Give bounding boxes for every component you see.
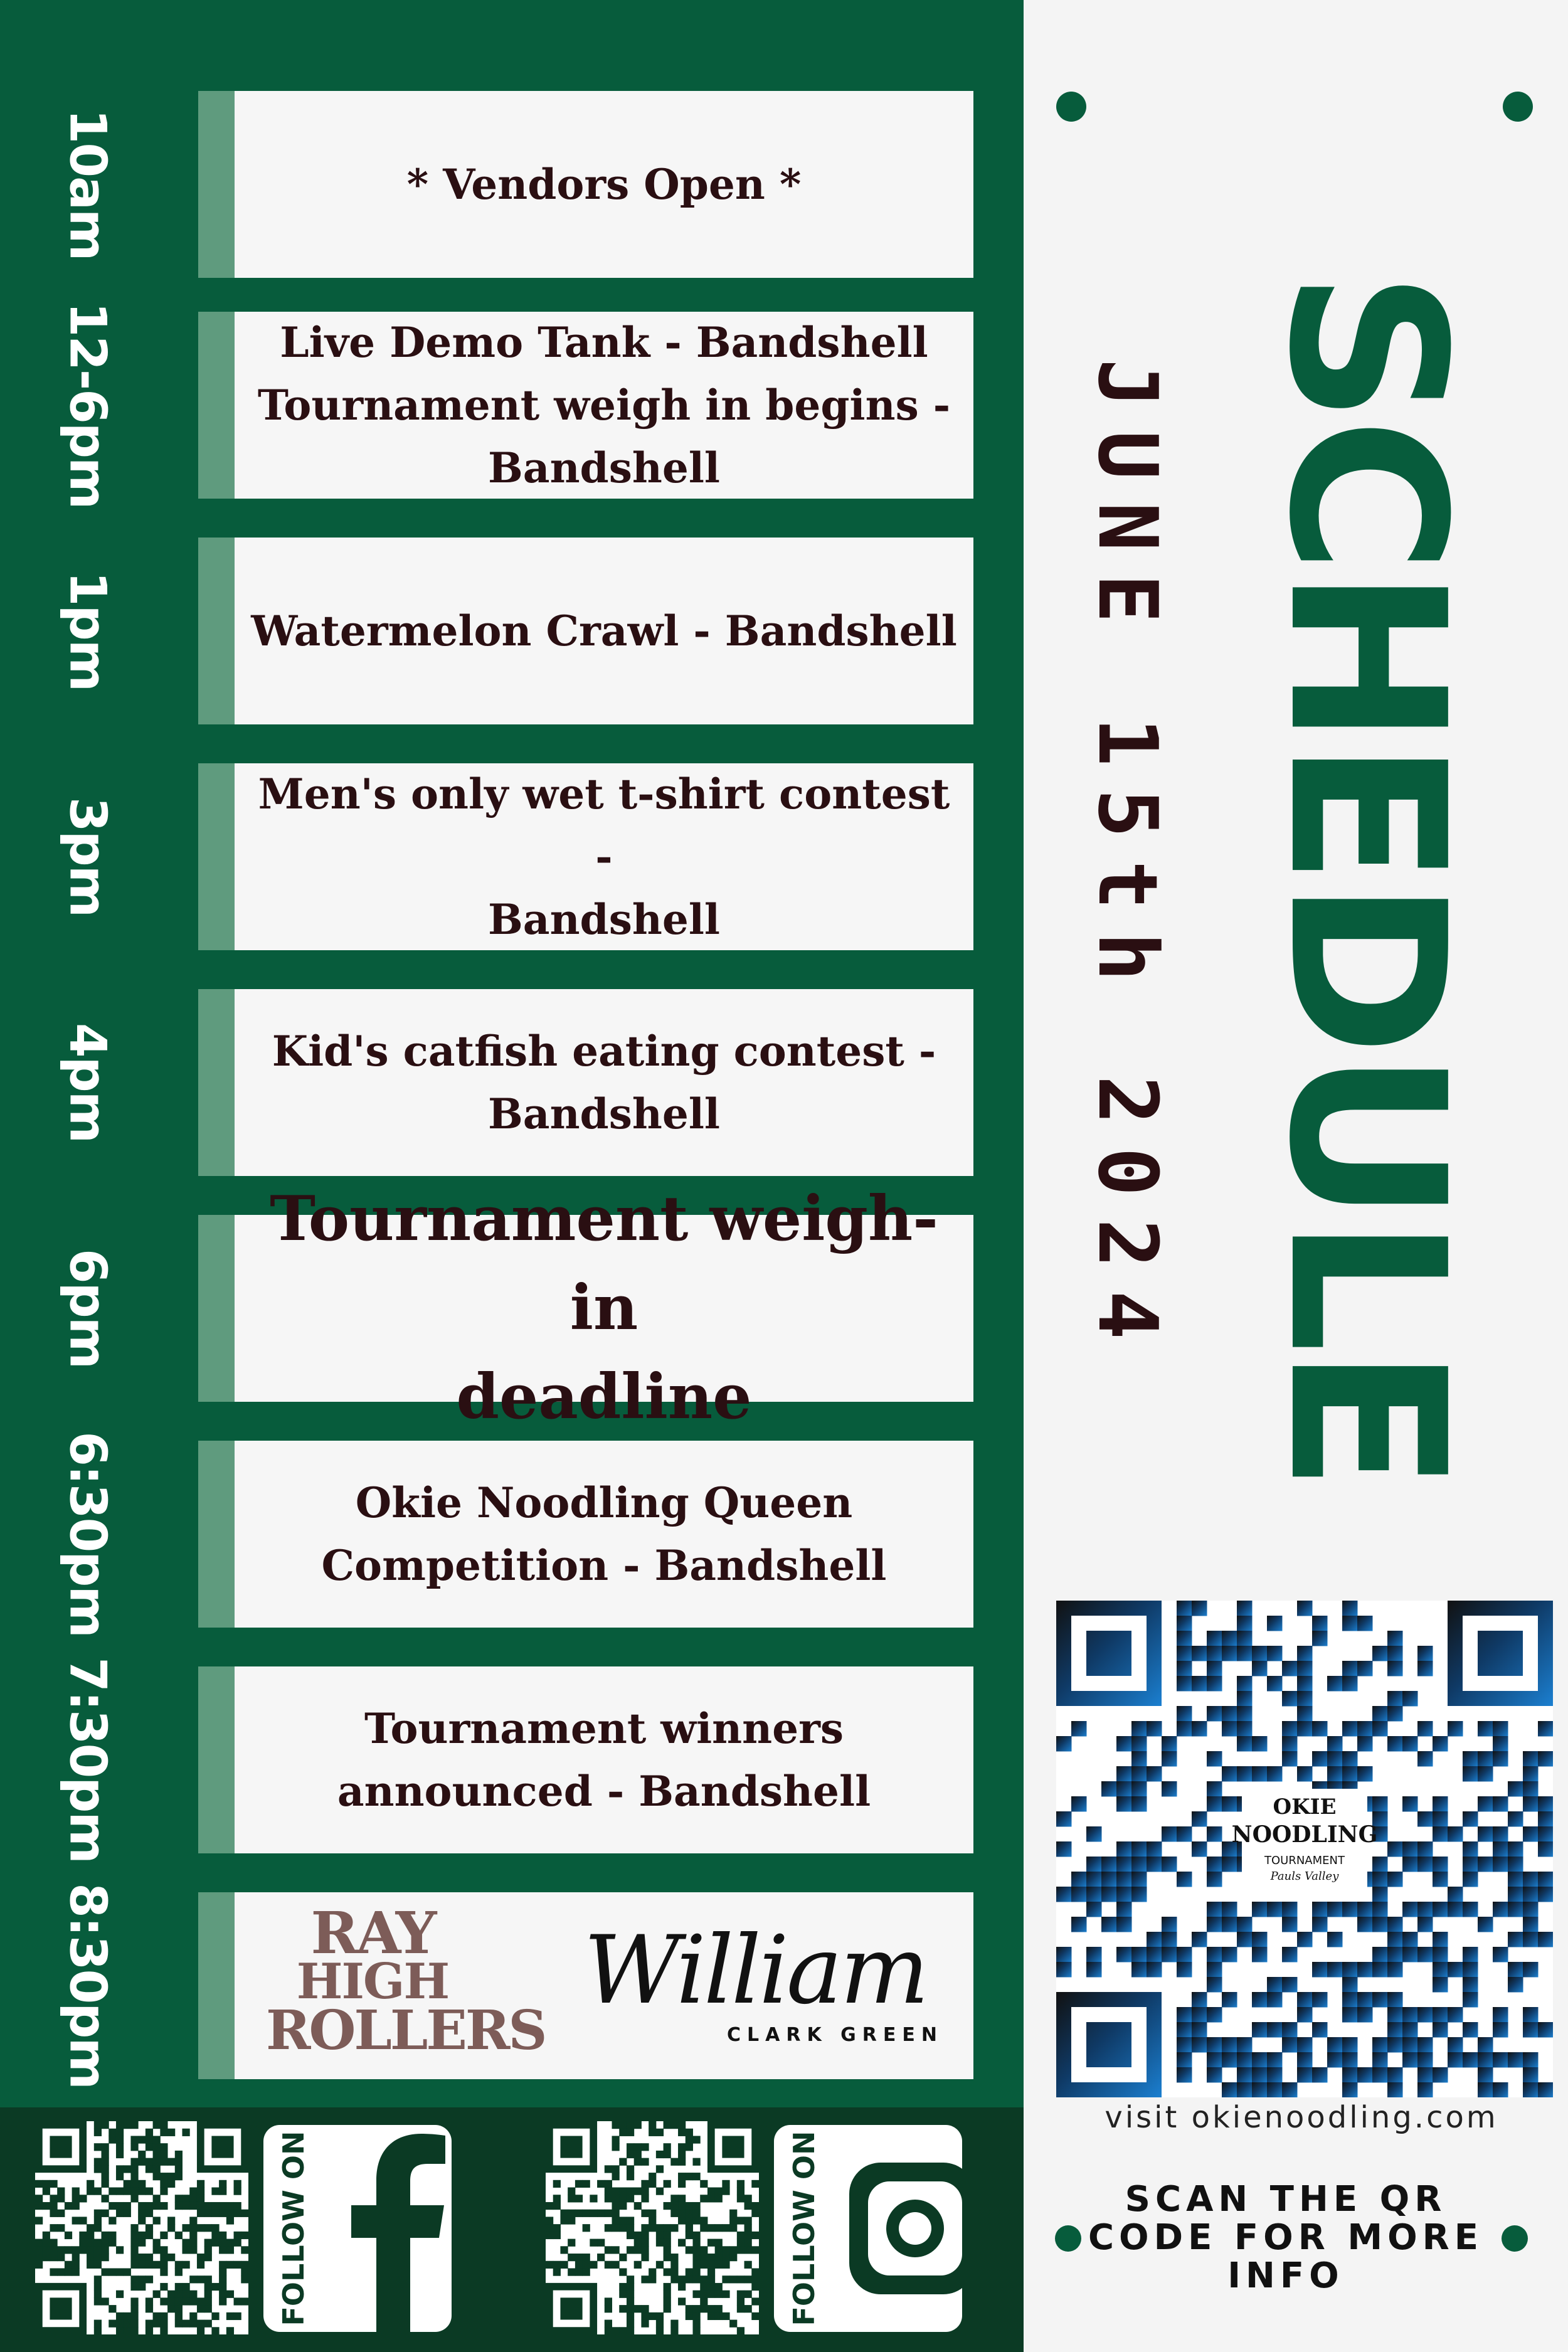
instagram-icon <box>837 2125 962 2332</box>
event-description: Tournament weigh-in deadline <box>270 1183 938 1433</box>
event-card <box>198 1441 973 1628</box>
card-accent <box>198 1666 235 1853</box>
follow-label: FOLLOW ON <box>787 2131 821 2326</box>
decor-dot <box>1503 92 1533 122</box>
event-time: 3pm <box>58 797 117 917</box>
schedule-row <box>0 1883 1024 2089</box>
scan-prompt: SCAN THE QR CODE FOR MORE INFO <box>1088 2179 1484 2296</box>
card-accent <box>198 312 235 499</box>
svg-text:Pauls Valley: Pauls Valley <box>1270 1870 1339 1883</box>
schedule-row <box>0 1183 1024 1433</box>
qr-code-icon <box>546 2121 759 2334</box>
instagram-qr-code[interactable] <box>546 2121 759 2334</box>
card-accent <box>198 1892 235 2079</box>
card-accent <box>198 763 235 950</box>
card-accent <box>198 91 235 278</box>
event-card <box>198 538 973 724</box>
qr-code-icon <box>1056 1601 1553 2097</box>
svg-text:TOURNAMENT: TOURNAMENT <box>1264 1854 1345 1867</box>
instagram-follow-badge[interactable] <box>774 2125 962 2332</box>
event-card <box>198 1183 973 1433</box>
follow-label: FOLLOW ON <box>277 2131 310 2326</box>
event-description: Live Demo Tank - Bandshell Tournament weigh in begins - Bandshell <box>257 318 951 492</box>
event-description: * Vendors Open * <box>406 160 802 209</box>
card-accent <box>198 1441 235 1628</box>
schedule-row <box>0 1657 1024 1863</box>
schedule-row <box>0 91 1024 278</box>
decor-dot <box>1056 92 1086 122</box>
card-accent <box>198 989 235 1176</box>
schedule-row <box>0 302 1024 509</box>
event-description: Watermelon Crawl - Bandshell <box>251 607 957 655</box>
event-description: Okie Noodling Queen Competition - Bandshell <box>321 1478 887 1590</box>
ray-high-rollers-logo: RAY HIGH ROLLERS <box>266 1899 546 2062</box>
artist-logos <box>235 1892 973 2079</box>
event-time: 6:30pm <box>58 1431 117 1637</box>
schedule-title: SCHEDULE <box>1242 270 1490 1486</box>
event-time: 6pm <box>58 1248 117 1369</box>
svg-text:NOODLING: NOODLING <box>1231 1821 1378 1848</box>
facebook-qr-code[interactable] <box>35 2121 248 2334</box>
facebook-icon <box>326 2125 452 2332</box>
event-card <box>198 1666 973 1853</box>
event-description: Men's only wet t-shirt contest - Bandshell <box>258 770 950 944</box>
qr-code-icon <box>35 2121 248 2334</box>
event-time: 8:30pm <box>58 1883 117 2089</box>
event-card <box>198 312 973 499</box>
schedule-row <box>0 763 1024 950</box>
event-time: 10am <box>58 109 117 260</box>
decor-dot <box>1502 2225 1528 2252</box>
event-time: 12-6pm <box>58 302 117 509</box>
event-time: 4pm <box>58 1022 117 1143</box>
event-description: Kid's catfish eating contest - Bandshell <box>272 1027 936 1138</box>
event-description: Tournament winners announced - Bandshell <box>337 1704 871 1816</box>
event-time: 7:30pm <box>58 1657 117 1863</box>
facebook-follow-badge[interactable] <box>263 2125 452 2332</box>
website-qr-code[interactable] <box>1056 1601 1553 2097</box>
website-url[interactable]: visit okienoodling.com <box>1104 2100 1498 2135</box>
event-card <box>198 763 973 950</box>
schedule-row <box>0 989 1024 1176</box>
event-card <box>198 91 973 278</box>
event-card <box>198 989 973 1176</box>
schedule-row <box>0 538 1024 724</box>
svg-text:OKIE: OKIE <box>1273 1794 1337 1820</box>
event-time: 1pm <box>58 571 117 691</box>
william-clark-green-logo: William CLARK GREEN <box>583 1916 943 2046</box>
schedule-row <box>0 1431 1024 1637</box>
card-accent <box>198 1215 235 1402</box>
card-accent <box>198 538 235 724</box>
event-date: JUNE 15th 2024 <box>1080 359 1175 1362</box>
